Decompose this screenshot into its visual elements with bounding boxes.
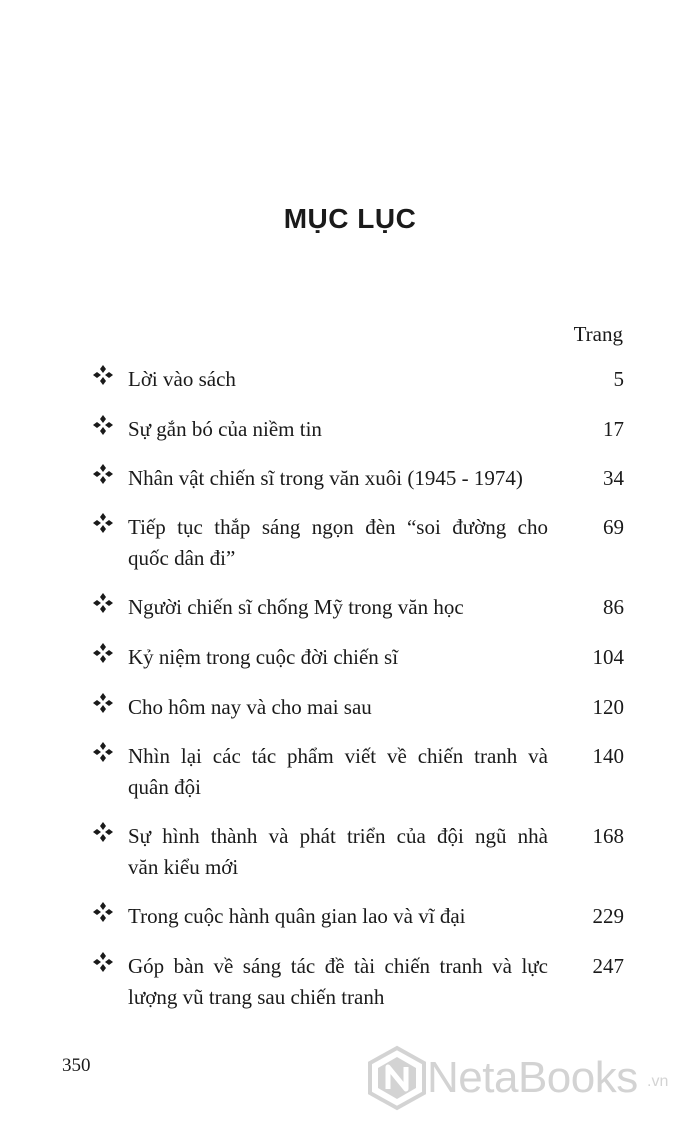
toc-entry-page: 229	[592, 904, 624, 928]
diamond-bullet-icon	[92, 642, 114, 664]
toc-entry-title: Tiếp tục thắp sáng ngọn đèn “soi đường cho	[128, 515, 548, 539]
diamond-bullet-icon	[92, 741, 114, 763]
diamond-bullet-icon	[92, 414, 114, 436]
toc-entry-title: Góp bàn về sáng tác đề tài chiến tranh và lực	[128, 954, 548, 978]
page-column-label: Trang	[573, 322, 623, 346]
diamond-bullet-icon	[92, 692, 114, 714]
diamond-bullet-icon	[92, 821, 114, 843]
diamond-bullet-icon	[92, 512, 114, 534]
toc-entry-title: Nhìn lại các tác phẩm viết về chiến tranh và	[128, 744, 548, 768]
toc-entry-page: 120	[592, 695, 624, 719]
diamond-bullet-icon	[92, 951, 114, 973]
toc-entry-title: văn kiểu mới	[128, 855, 239, 879]
toc-entry-page: 247	[592, 954, 624, 978]
watermark-brand: NetaBooks	[427, 1053, 638, 1102]
diamond-bullet-icon	[92, 364, 114, 386]
toc-entry-title: Trong cuộc hành quân gian lao và vĩ đại	[128, 904, 466, 928]
toc-entry-title: Cho hôm nay và cho mai sau	[128, 695, 372, 719]
toc-entry-title: Kỷ niệm trong cuộc đời chiến sĩ	[128, 645, 399, 669]
toc-entry-title: quốc dân đi”	[128, 546, 236, 570]
toc-entry-title: Nhân vật chiến sĩ trong văn xuôi (1945 - 1974)	[128, 466, 523, 490]
toc-entry-page: 140	[592, 744, 624, 768]
diamond-bullet-icon	[92, 463, 114, 485]
toc-entry-page: 69	[603, 515, 624, 539]
watermark	[365, 1045, 685, 1111]
toc-entry-title: Người chiến sĩ chống Mỹ trong văn học	[128, 595, 464, 619]
toc-entry-page: 34	[603, 466, 624, 490]
diamond-bullet-icon	[92, 901, 114, 923]
diamond-bullet-icon	[92, 592, 114, 614]
page-title: MỤC LỤC	[283, 203, 417, 234]
toc-entry-page: 104	[592, 645, 624, 669]
toc-entry-page: 17	[603, 417, 624, 441]
netabooks-logo-icon	[365, 1045, 429, 1111]
watermark-suffix: .vn	[647, 1073, 669, 1090]
toc-entry-title: Sự gắn bó của niềm tin	[128, 417, 322, 441]
toc-entry-page: 5	[613, 367, 624, 391]
toc-entry-title: quân đội	[128, 775, 201, 799]
footer-page-number: 350	[62, 1055, 91, 1076]
toc-entry-title: Sự hình thành và phát triển của đội ngũ nhà	[128, 824, 548, 848]
toc-entry-title: lượng vũ trang sau chiến tranh	[128, 985, 385, 1009]
toc-entry-page: 168	[592, 824, 624, 848]
toc-entry-title: Lời vào sách	[128, 367, 236, 391]
toc-entry-page: 86	[603, 595, 624, 619]
